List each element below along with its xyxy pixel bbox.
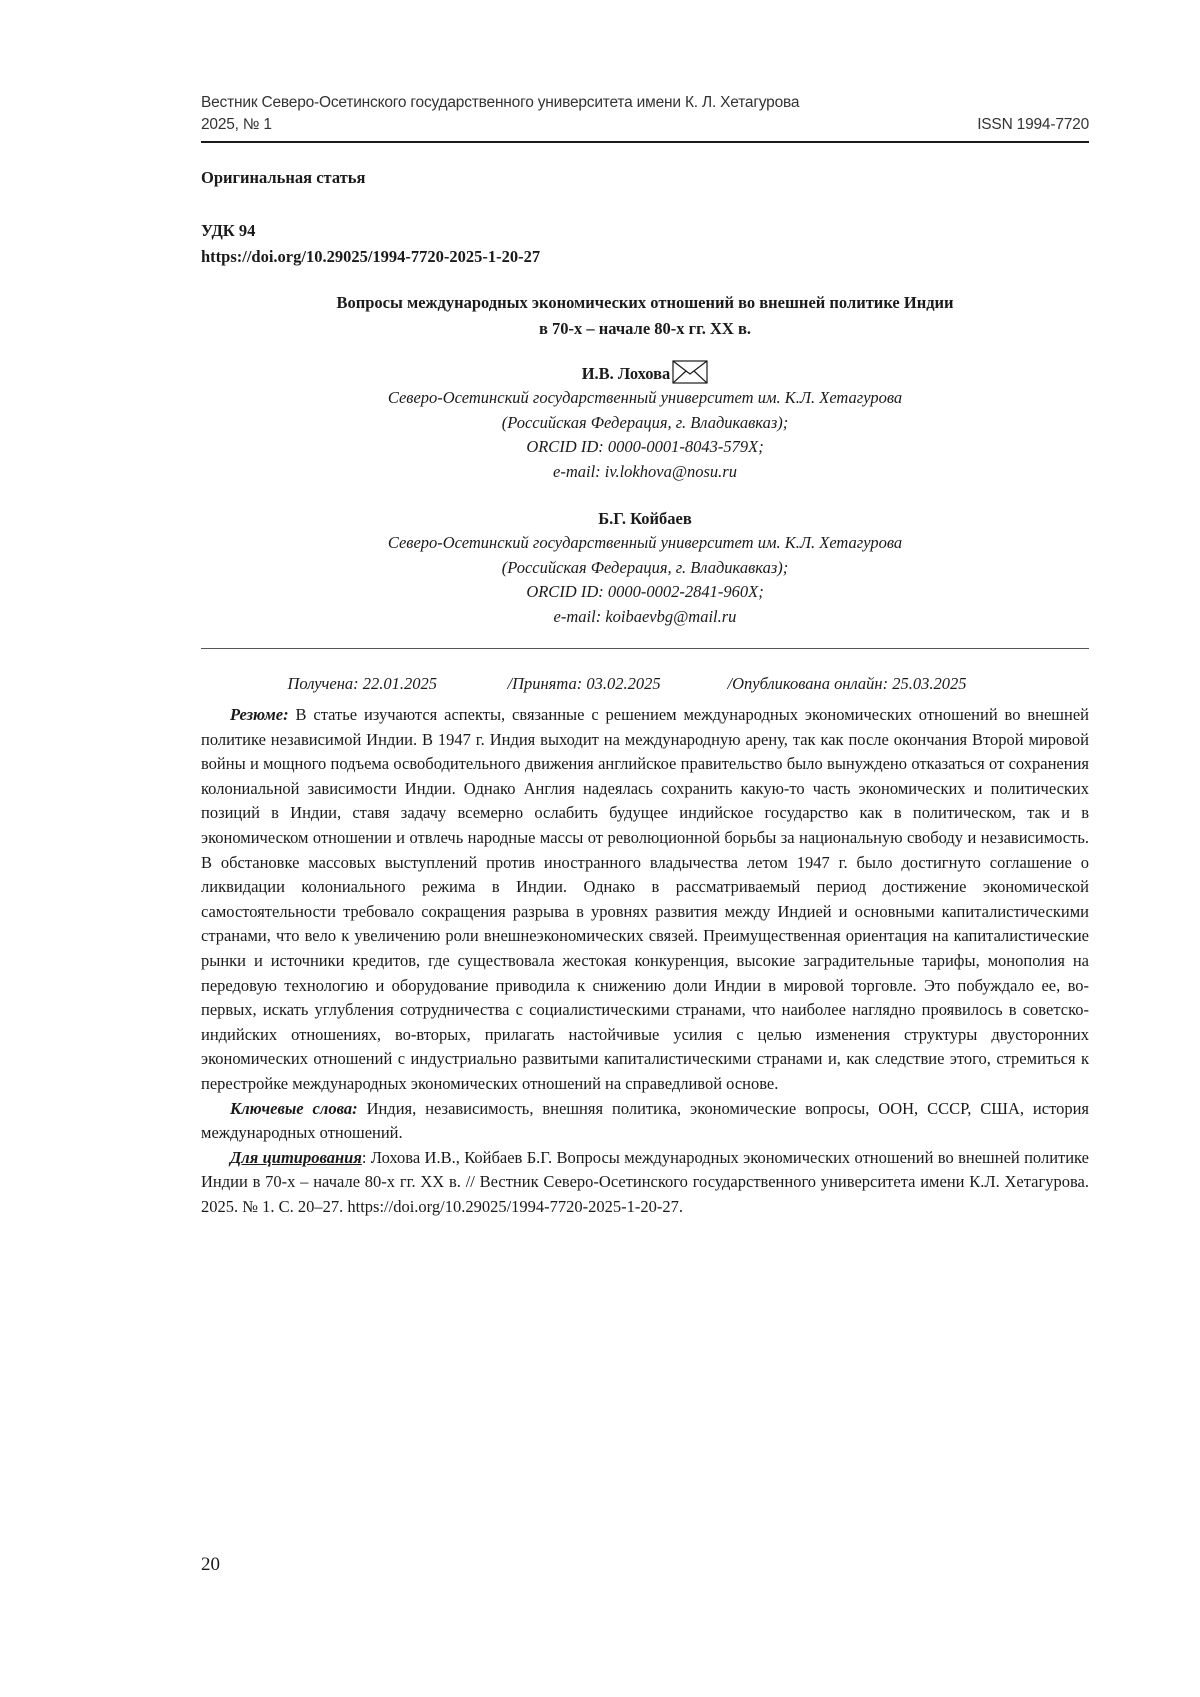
accepted-date: /Принята: 03.02.2025 xyxy=(507,674,661,693)
citation-text: : Лохова И.В., Койбаев Б.Г. Вопросы международных экономических отношений во внешней политике Индии в 70-х – начале 80-х гг. XX в. // Вестник Северо-Осетинского государственного университета имени К.Л. Хетагурова. 2025. № 1. С. 20–27. https://doi.org/10.29025/1994-7720-2025-1-20-27. xyxy=(201,1147,1089,1216)
author-name-2: Б.Г. Койбаев xyxy=(598,509,692,528)
abstract-paragraph xyxy=(201,703,1089,1097)
author-location-1: (Российская Федерация, г. Владикавказ); xyxy=(501,412,789,432)
abstract-text: В статье изучаются аспекты, связанные с решением международных экономических отношений во внешней политике независимой Индии. В 1947 г. Индия выходит на международную арену, так как после окончания Второй мировой войны и мощного подъема освободительного движения английское правительство было вынуждено отказаться от сохранения колониальной зависимости Индии. Однако Англия надеялась сохранить какую-то часть экономических и политических позиций в Индии, ставя задачу всемерно ослабить будущее индийское государство как в политическом, так и в экономическом отношении и отвлечь народные массы от революционной борьбы за национальную свободу и независимость. В обстановке массовых выступлений против иностранного владычества летом 1947 г. было достигнуто соглашение о ликвидации колониального режима в Индии. Однако в рассматриваемый период достижение экономической самостоятельности требовало сокращения разрыва в уровнях развития между Индией и основными капиталистическими странами, что вело к увеличению роли внешнеэкономических связей. Преимущественная ориентация на капиталистические рынки и источники кредитов, где существовала жестокая конкуренция, высокие заградительные тарифы, монополия на передовую технологию и оборудование приводила к снижению доли Индии в мировой торговле. Это побуждало ее, во-первых, искать углубления сотрудничества с социалистическими странами, что наиболее наглядно проявилось в советско-индийских отношениях, во-вторых, прилагать настойчивые усилия с целью изменения структуры двусторонних экономических отношений с индустриально развитыми капиталистическими странами и, как следствие этого, стремиться к перестройке международных экономических отношений на справедливой основе. xyxy=(201,705,1089,1093)
article-title xyxy=(201,290,1089,342)
running-header xyxy=(201,92,1089,136)
author-affiliation-2: Северо-Осетинский государственный университет им. К.Л. Хетагурова xyxy=(387,533,903,552)
author-orcid-2: ORCID ID: 0000-0002-2841-960X; xyxy=(526,582,764,601)
author-block-1 xyxy=(201,360,1089,484)
keywords-paragraph xyxy=(201,1097,1089,1146)
author-email-1[interactable]: e-mail: iv.lokhova@nosu.ru xyxy=(553,461,737,481)
citation-label: Для цитирования xyxy=(230,1147,362,1167)
author-name-1 xyxy=(582,360,709,386)
keywords-text: Индия, независимость, внешняя политика, экономические вопросы, ООН, СССР, США, история международных отношений. xyxy=(201,1098,1089,1143)
author-affiliation-1: Северо-Осетинский государственный университет им. К.Л. Хетагурова xyxy=(387,388,903,407)
page-number: 20 xyxy=(201,1554,220,1575)
published-date: /Опубликована онлайн: 25.03.2025 xyxy=(727,674,967,693)
title-line-1: Вопросы международных экономических отношений во внешней политике Индии xyxy=(336,293,954,312)
journal-issn: ISSN 1994-7720 xyxy=(977,116,1089,133)
dates-divider xyxy=(201,648,1089,649)
journal-issue: 2025, № 1 xyxy=(201,116,272,133)
author-location-2: (Российская Федерация, г. Владикавказ); xyxy=(501,557,789,577)
author-orcid-1: ORCID ID: 0000-0001-8043-579X; xyxy=(526,437,764,456)
keywords-label: Ключевые слова: xyxy=(230,1098,358,1118)
abstract-label: Резюме: xyxy=(230,705,289,724)
received-date: Получена: 22.01.2025 xyxy=(287,674,438,693)
udc-code: УДК 94 xyxy=(201,221,256,240)
doi-link[interactable]: https://doi.org/10.29025/1994-7720-2025-1-20-27 xyxy=(201,247,541,266)
journal-name: Вестник Северо-Осетинского государственного университета имени К. Л. Хетагурова xyxy=(201,94,800,111)
author-block-2 xyxy=(201,507,1089,629)
abstract-section xyxy=(201,703,1089,1219)
author-email-2[interactable]: e-mail: koibaevbg@mail.ru xyxy=(553,606,737,626)
author-name-text: И.В. Лохова xyxy=(581,364,671,383)
citation-paragraph xyxy=(201,1146,1089,1220)
article-type: Оригинальная статья xyxy=(201,168,366,187)
header-divider xyxy=(201,141,1089,143)
mail-icon[interactable] xyxy=(672,360,708,384)
article-identifiers xyxy=(201,218,540,270)
title-line-2: в 70-х – начале 80-х гг. XX в. xyxy=(538,319,752,338)
